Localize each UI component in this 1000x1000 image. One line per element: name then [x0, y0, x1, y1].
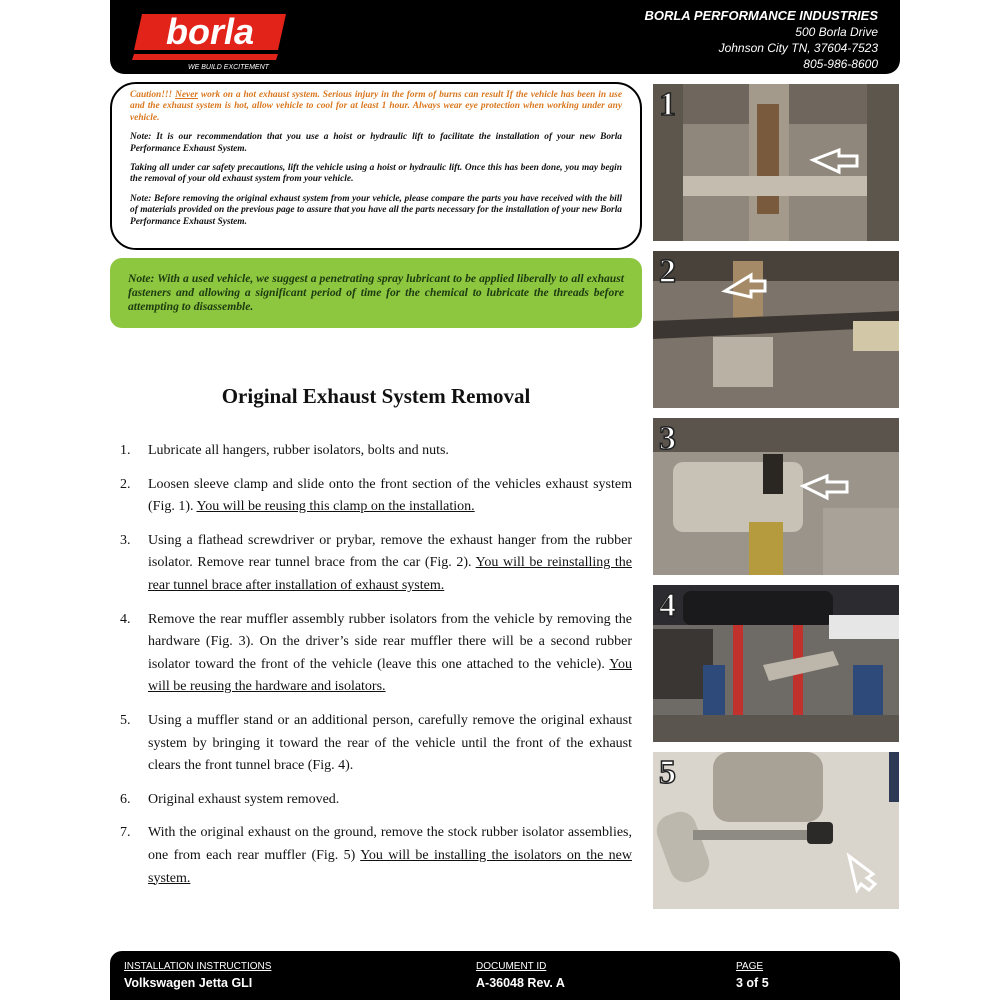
footer-document-id: [476, 960, 565, 992]
step-item: [118, 474, 632, 519]
step-text: Using a muffler stand or an additional person, carefully remove the original exhaust system by bringing it toward the rear of the vehicle until the front of the exhaust clears the front tunnel brace (Fig. 4).: [148, 712, 632, 774]
step-number: 1.: [120, 443, 131, 458]
step-number: 6.: [120, 791, 131, 807]
caution-note-parts: Note: Before removing the original exhaust system from your vehicle, please compare the parts you have received with the bill of materials provided on the previous page to assure that you have all the parts necessary for the installation of your new Borla Performance Exhaust System.: [130, 193, 622, 227]
step-underline: You will be reusing the hardware and isolators.: [148, 656, 632, 695]
step-underline: You will be reinstalling the rear tunnel brace after installation of exhaust system.: [148, 555, 633, 593]
caution-note-hoist: Note: It is our recommendation that you use a hoist or hydraulic lift to facilitate the installation of your new Borla Performance Exhaust System.: [130, 132, 622, 154]
page-footer: [110, 951, 900, 1000]
step-text: Lubricate all hangers, rubber isolators, bolts and nuts.: [148, 443, 449, 458]
figure-1-label: 1: [659, 86, 676, 123]
footer-page-label: PAGE: [736, 961, 764, 972]
logo-wordmark: borla: [165, 11, 255, 52]
lubricant-note: Note: With a used vehicle, we suggest a penetrating spray lubricant to be applied liberally to all exhaust fasteners and allowing a significant period of time for the chemical to lubricate the threads before attempting to disassemble.: [110, 258, 642, 328]
footer-page-value: 3 of 5: [736, 976, 769, 990]
step-item: [118, 789, 632, 812]
step-text: Remove the rear muffler assembly rubber isolators from the vehicle by removing the hardware (Fig. 3). On the driver’s side rear muffler there will be a second rubber isolator toward the front of the vehicle (leave this one attached to the vehicle).: [148, 611, 632, 672]
caution-box: [110, 82, 642, 250]
step-item: [118, 822, 632, 890]
caution-never: Never: [175, 90, 199, 100]
figure-5-label: 5: [659, 754, 676, 791]
step-text: Loosen sleeve clamp and slide onto the front section of the vehicles exhaust system (Fig. 1).: [148, 476, 632, 515]
company-address-line2: Johnson City TN, 37604-7523: [718, 41, 878, 55]
figure-1-photo: [653, 84, 899, 241]
figure-4-label: 4: [659, 587, 676, 624]
footer-page: [736, 960, 769, 992]
footer-instructions-label: INSTALLATION INSTRUCTIONS: [124, 961, 272, 972]
step-item: [118, 609, 632, 699]
step-text: Using a flathead screwdriver or prybar, remove the exhaust hanger from the rubber isolator. Remove rear tunnel brace from the car (Fig. 2).: [148, 532, 632, 571]
logo-tagline: WE BUILD EXCITEMENT: [188, 64, 269, 70]
figure-3-label: 3: [659, 420, 676, 457]
footer-document-id-label: DOCUMENT ID: [476, 961, 547, 972]
caution-note-safety: Taking all under car safety precautions, lift the vehicle using a hoist or hydraulic lift. Once this has been done, you may begin the removal of your old exhaust system from your vehicle.: [130, 163, 622, 185]
step-underline: You will be installing the isolators on the new system.: [148, 847, 632, 886]
step-number: 4.: [120, 611, 131, 627]
step-number: 3.: [120, 532, 131, 548]
steps-list: [118, 440, 632, 901]
borla-logo: [128, 6, 298, 70]
step-text: With the original exhaust on the ground, remove the stock rubber isolator assemblies, one from each rear muffler (Fig. 5): [148, 825, 632, 863]
step-text: Original exhaust system removed.: [148, 791, 340, 807]
caution-rest: work on a hot exhaust system. Serious injury in the form of burns can result If the vehicle has been in use and the exhaust system is hot, allow vehicle to cool for at least 1 hour. Always wear eye protection when working under any vehicle.: [130, 90, 622, 123]
caution-warning: [130, 90, 622, 124]
footer-vehicle: Volkswagen Jetta GLI: [124, 976, 253, 990]
figure-2-label: 2: [659, 253, 676, 290]
footer-instructions: [124, 960, 271, 992]
step-number: 2.: [120, 476, 131, 492]
step-number: 7.: [120, 825, 131, 841]
company-address-line1: 500 Borla Drive: [795, 25, 878, 39]
figure-3-photo: [653, 418, 899, 575]
figure-5-photo: [653, 752, 899, 909]
company-phone: 805-986-8600: [803, 57, 878, 71]
footer-document-id-value: A-36048 Rev. A: [476, 976, 565, 990]
figure-2-photo: [653, 251, 899, 408]
step-item: [118, 710, 632, 778]
section-title: Original Exhaust System Removal: [221, 384, 531, 408]
company-name: BORLA PERFORMANCE INDUSTRIES: [644, 8, 878, 23]
step-item: [118, 440, 632, 463]
step-number: 5.: [120, 712, 131, 728]
step-underline: You will be reusing this clamp on the installation.: [196, 499, 475, 515]
company-info: [644, 8, 878, 72]
page-header: [110, 0, 900, 74]
caution-prefix: Caution!!!: [130, 90, 176, 100]
step-item: [118, 530, 632, 598]
figure-4-photo: [653, 585, 899, 742]
